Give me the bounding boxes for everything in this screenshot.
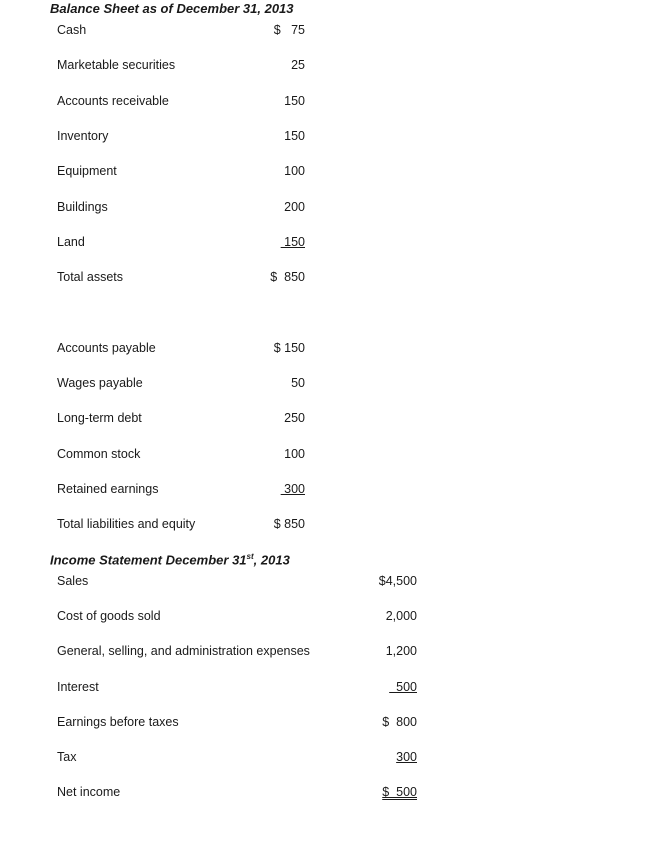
table-row xyxy=(0,411,650,429)
row-value: 250 xyxy=(284,411,305,426)
row-value: 150 xyxy=(284,128,305,143)
row-value: $ 150 xyxy=(273,341,305,355)
row-value: 50 xyxy=(291,376,305,391)
table-row xyxy=(0,270,650,288)
row-label: Marketable securities xyxy=(57,58,176,73)
table-row xyxy=(0,23,650,41)
table-row xyxy=(0,680,650,698)
row-value: $ 850 xyxy=(273,517,305,531)
row-label: Accounts receivable xyxy=(57,93,169,108)
row-value: $ 75 xyxy=(273,23,305,37)
row-label: Total liabilities and equity xyxy=(57,517,196,531)
row-label: Earnings before taxes xyxy=(57,714,179,729)
row-label: Wages payable xyxy=(57,376,143,391)
income-statement-title-main: Income Statement December 31 xyxy=(50,552,247,568)
row-label: Interest xyxy=(57,679,99,694)
table-row xyxy=(0,235,650,253)
table-row xyxy=(0,94,650,112)
row-label: Sales xyxy=(57,574,89,588)
row-value: 300 xyxy=(280,481,305,496)
row-label: Total assets xyxy=(57,270,124,285)
row-value: 25 xyxy=(291,58,305,73)
row-value: 200 xyxy=(284,199,305,214)
row-value: 2,000 xyxy=(385,609,417,624)
row-value: 500 xyxy=(389,679,417,694)
row-value: $ 850 xyxy=(270,270,305,285)
row-value: 150 xyxy=(280,234,305,249)
table-row xyxy=(0,129,650,147)
row-label: Long-term debt xyxy=(57,411,142,426)
table-row xyxy=(0,715,650,733)
row-value: $ 500 xyxy=(382,785,417,800)
row-value: 100 xyxy=(284,164,305,179)
row-label: Equipment xyxy=(57,164,117,179)
table-row xyxy=(0,785,650,803)
row-value: 1,200 xyxy=(385,644,417,659)
table-row xyxy=(0,609,650,627)
table-row xyxy=(0,164,650,182)
row-label: General, selling, and administration expenses xyxy=(57,644,310,659)
table-row xyxy=(0,376,650,394)
row-label: Accounts payable xyxy=(57,341,156,355)
row-label: Buildings xyxy=(57,199,108,214)
table-row xyxy=(0,482,650,500)
row-value: 150 xyxy=(284,93,305,108)
income-statement-title-year: , 2013 xyxy=(253,552,290,568)
row-label: Land xyxy=(57,234,85,249)
table-row xyxy=(0,644,650,662)
income-statement-title-suffix: st xyxy=(246,552,254,561)
row-value: $ 800 xyxy=(382,714,417,729)
row-value: 100 xyxy=(284,446,305,461)
table-row xyxy=(0,750,650,768)
row-label: Inventory xyxy=(57,128,109,143)
balance-sheet-title: Balance Sheet as of December 31, 2013 xyxy=(50,1,294,16)
row-label: Retained earnings xyxy=(57,481,159,496)
row-label: Cash xyxy=(57,23,87,37)
table-row xyxy=(0,517,650,535)
table-row xyxy=(0,447,650,465)
table-row xyxy=(0,341,650,359)
row-label: Cost of goods sold xyxy=(57,609,161,624)
income-statement-title xyxy=(50,552,290,567)
row-value: 300 xyxy=(396,750,417,764)
table-row xyxy=(0,574,650,592)
row-label: Common stock xyxy=(57,446,141,461)
row-label: Tax xyxy=(57,750,77,764)
row-label: Net income xyxy=(57,785,121,800)
table-row xyxy=(0,200,650,218)
table-row xyxy=(0,58,650,76)
row-value: $4,500 xyxy=(378,574,417,588)
